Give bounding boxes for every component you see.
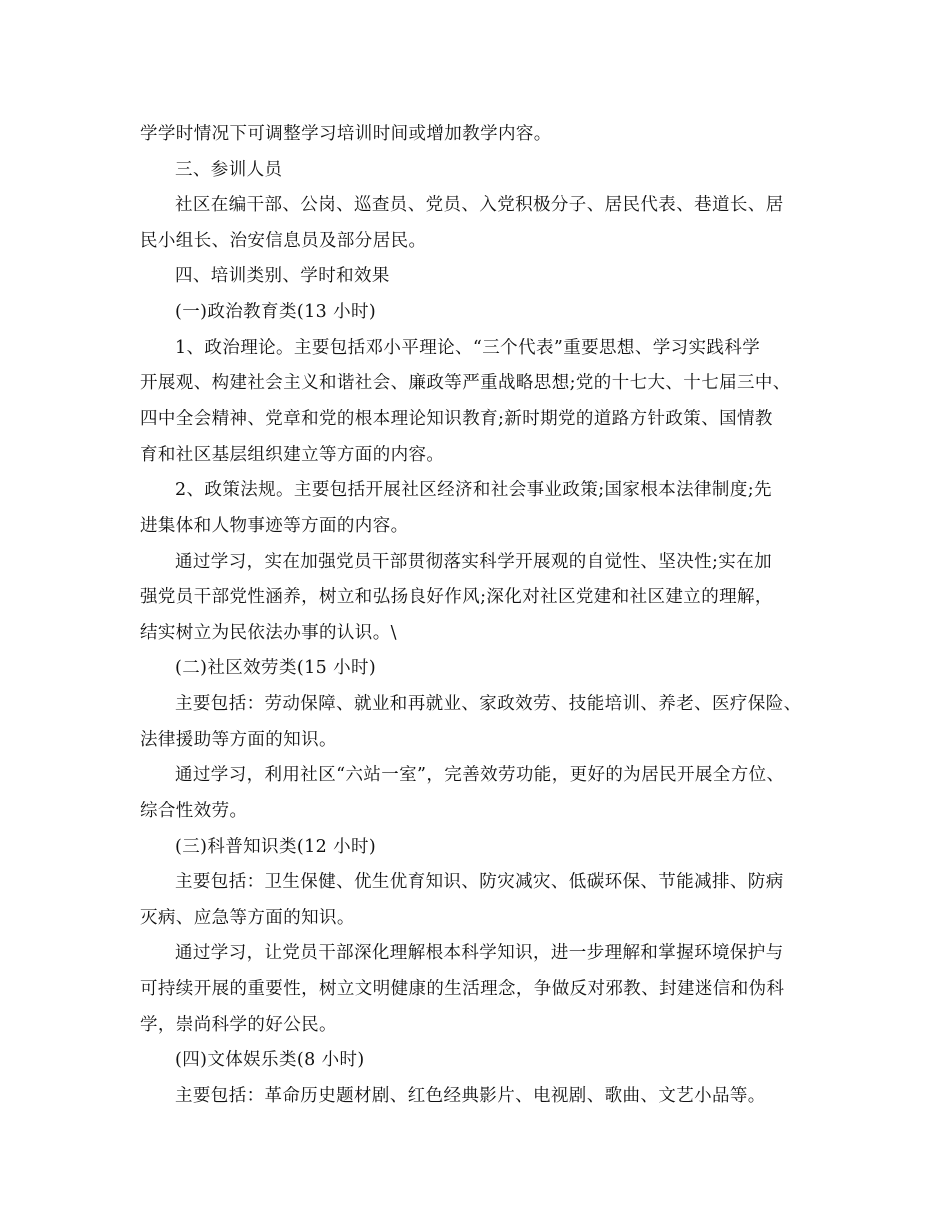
text-line: 通过学习，让党员干部深化理解根本科学知识，进一步理解和掌握环境保护与 (175, 943, 784, 963)
text-line: 主要包括：卫生保健、优生优育知识、防灾减灾、低碳环保、节能减排、防病 (175, 872, 784, 892)
text-line: 综合性效劳。 (140, 801, 248, 821)
text-line: 可持续开展的重要性，树立文明健康的生活理念，争做反对邪教、封建迷信和伪科 (140, 979, 785, 999)
text-line: 1、政治理论。主要包括邓小平理论、“三个代表”重要思想、学习实践科学 (175, 338, 761, 358)
text-line: 学，崇尚科学的好公民。 (140, 1015, 337, 1035)
text-line: 社区在编干部、公岗、巡查员、党员、入党积极分子、居民代表、巷道长、居 (175, 195, 784, 215)
subsection-heading: (一)政治教育类(13 小时) (175, 302, 377, 322)
text-line: 四中全会精神、党章和党的根本理论知识教育;新时期党的道路方针政策、国情教 (140, 409, 773, 429)
text-line: 进集体和人物事迹等方面的内容。 (140, 516, 409, 536)
text-line: 民小组长、治安信息员及部分居民。 (140, 231, 427, 251)
subsection-heading: (四)文体娱乐类(8 小时) (175, 1050, 365, 1070)
text-line: 主要包括：革命历史题材剧、红色经典影片、电视剧、歌曲、文艺小品等。 (175, 1086, 766, 1106)
text-line: 灭病、应急等方面的知识。 (140, 908, 355, 928)
text-line: 法律援助等方面的知识。 (140, 730, 337, 750)
text-line: 育和社区基层组织建立等方面的内容。 (140, 445, 445, 465)
section-heading: 四、培训类别、学时和效果 (175, 266, 390, 286)
text-line: 2、政策法规。主要包括开展社区经济和社会事业政策;国家根本法律制度;先 (175, 480, 772, 500)
subsection-heading: (三)科普知识类(12 小时) (175, 837, 377, 857)
text-line: 开展观、构建社会主义和谐社会、廉政等严重战略思想;党的十七大、十七届三中、 (140, 373, 791, 393)
text-line: 通过学习，实在加强党员干部贯彻落实科学开展观的自觉性、坚决性;实在加 (175, 552, 772, 572)
text-line: 通过学习，利用社区“六站一室”，完善效劳功能，更好的为居民开展全方位、 (175, 765, 785, 785)
text-line: 强党员干部党性涵养，树立和弘扬良好作风;深化对社区党建和社区建立的理解， (140, 587, 773, 607)
text-line: 结实树立为民依法办事的认识。\ (140, 623, 397, 643)
subsection-heading: (二)社区效劳类(15 小时) (175, 658, 377, 678)
text-line: 主要包括：劳动保障、就业和再就业、家政效劳、技能培训、养老、医疗保险、 (175, 694, 802, 714)
text-line: 学学时情况下可调整学习培训时间或增加教学内容。 (140, 124, 552, 144)
section-heading: 三、参训人员 (175, 160, 283, 180)
